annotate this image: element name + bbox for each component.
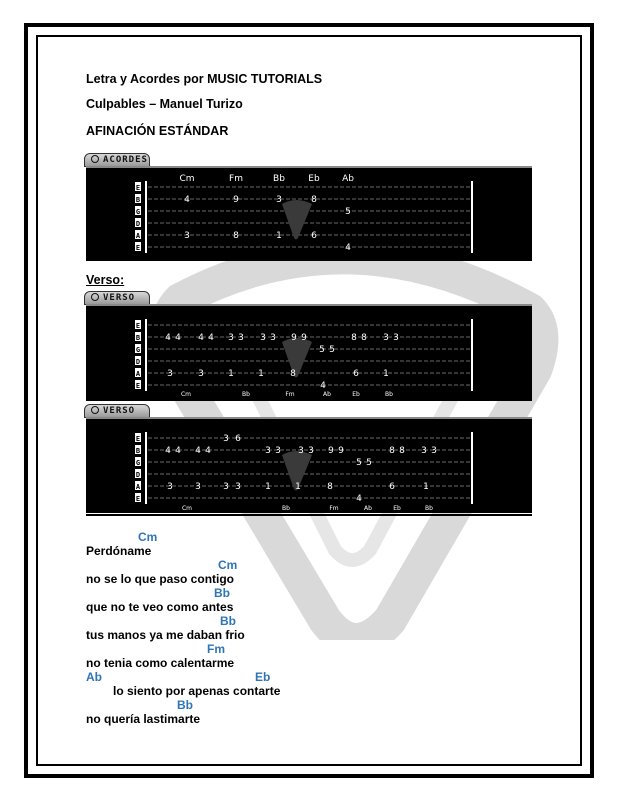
- fret-number: 3: [223, 482, 229, 492]
- fret-number: 8: [311, 195, 317, 205]
- fret-number: 6: [353, 369, 359, 379]
- lyric-chord: Bb: [214, 586, 230, 600]
- fret-number: 9: [328, 446, 334, 456]
- fret-number: 3: [260, 333, 266, 343]
- fret-number: 5: [356, 458, 362, 468]
- fret-number: 3: [276, 195, 282, 205]
- fret-number: 4: [320, 381, 326, 391]
- string-name: D: [135, 220, 141, 228]
- string-name: A: [135, 483, 141, 491]
- lyric-chord: Bb: [177, 698, 193, 712]
- verso1-tab-label: [84, 291, 150, 305]
- string-name: E: [135, 495, 141, 503]
- chord-name: Ab: [342, 174, 354, 184]
- fret-number: 8: [361, 333, 367, 343]
- pick-logo-icon: [282, 200, 312, 240]
- lyric-chord: Cm: [218, 558, 238, 572]
- verso2-label-text: VERSO: [103, 406, 136, 416]
- fret-number: 4: [208, 333, 214, 343]
- separator: [86, 399, 532, 401]
- fret-number: 4: [195, 446, 201, 456]
- circle-icon: [91, 406, 99, 414]
- fret-number: 8: [351, 333, 357, 343]
- lyric-chord: Fm: [207, 642, 225, 656]
- chord-name: Cm: [179, 174, 195, 184]
- chord-name: Ab: [364, 505, 372, 512]
- tuning-label: AFINACIÓN ESTÁNDAR: [86, 124, 229, 138]
- fret-number: 4: [345, 243, 351, 253]
- fret-number: 3: [167, 369, 173, 379]
- string-name: E: [135, 184, 141, 192]
- lyric-line: tus manos ya me daban frio: [86, 628, 245, 642]
- circle-icon: [91, 155, 99, 163]
- verso1-tab-box: [86, 304, 532, 399]
- lyric-chord: Ab: [86, 670, 102, 684]
- verso2-tab-box: [86, 417, 532, 513]
- string-name: D: [135, 471, 141, 479]
- fret-number: 4: [165, 446, 171, 456]
- chord-name: Eb: [308, 174, 320, 184]
- fret-number: 3: [275, 446, 281, 456]
- fret-number: 3: [198, 369, 204, 379]
- chord-name: Ab: [323, 391, 331, 398]
- string-name: D: [135, 358, 141, 366]
- fret-number: 1: [265, 482, 271, 492]
- string-name: E: [135, 322, 141, 330]
- string-name: B: [135, 196, 141, 204]
- fret-number: 4: [165, 333, 171, 343]
- fret-number: 6: [311, 231, 317, 241]
- acordes-label-text: ACORDES: [103, 155, 148, 165]
- chord-name: Cm: [181, 505, 193, 512]
- fret-number: 1: [295, 482, 301, 492]
- fret-number: 1: [228, 369, 234, 379]
- fret-number: 3: [298, 446, 304, 456]
- separator: [86, 514, 532, 516]
- fret-number: 8: [290, 369, 296, 379]
- acordes-tablature: [86, 168, 532, 261]
- fret-number: 9: [301, 333, 307, 343]
- fret-number: 3: [270, 333, 276, 343]
- chord-name: Bb: [425, 505, 433, 512]
- verso1-tablature: [86, 306, 532, 399]
- fret-number: 3: [195, 482, 201, 492]
- chord-name: Cm: [180, 391, 192, 398]
- chord-name: Fm: [229, 174, 243, 184]
- header-credit: Letra y Acordes por MUSIC TUTORIALS: [86, 72, 323, 86]
- string-name: E: [135, 244, 141, 252]
- fret-number: 1: [276, 231, 282, 241]
- string-name: E: [135, 382, 141, 390]
- fret-number: 9: [338, 446, 344, 456]
- string-name: G: [135, 459, 141, 467]
- acordes-tab-box: [86, 166, 532, 261]
- fret-number: 3: [421, 446, 427, 456]
- fret-number: 4: [198, 333, 204, 343]
- fret-number: 4: [356, 494, 362, 504]
- fret-number: 4: [175, 333, 181, 343]
- fret-number: 5: [319, 345, 325, 355]
- fret-number: 4: [205, 446, 211, 456]
- lyric-line: lo siento por apenas contarte: [113, 684, 281, 698]
- string-name: B: [135, 447, 141, 455]
- lyric-line: no quería lastimarte: [86, 712, 201, 726]
- chord-name: Bb: [242, 391, 250, 398]
- fret-number: 4: [175, 446, 181, 456]
- fret-number: 3: [167, 482, 173, 492]
- circle-icon: [91, 293, 99, 301]
- fret-number: 5: [345, 207, 351, 217]
- string-name: G: [135, 346, 141, 354]
- chord-name: Eb: [352, 391, 360, 398]
- lyric-chord: Bb: [220, 614, 236, 628]
- chord-name: Fm: [285, 391, 295, 398]
- lyric-line: Perdóname: [86, 544, 152, 558]
- verso2-tab-label: [84, 404, 150, 418]
- string-name: A: [135, 232, 141, 240]
- fret-number: 1: [258, 369, 264, 379]
- fret-number: 3: [393, 333, 399, 343]
- fret-number: 1: [423, 482, 429, 492]
- lyric-chord: Cm: [138, 530, 158, 544]
- string-name: G: [135, 208, 141, 216]
- fret-number: 4: [184, 195, 190, 205]
- chord-name: Fm: [329, 505, 339, 512]
- fret-number: 3: [228, 333, 234, 343]
- fret-number: 6: [235, 434, 241, 444]
- fret-number: 5: [329, 345, 335, 355]
- fret-number: 8: [233, 231, 239, 241]
- fret-number: 9: [291, 333, 297, 343]
- song-title: Culpables – Manuel Turizo: [86, 97, 243, 111]
- fret-number: 5: [366, 458, 372, 468]
- fret-number: 3: [184, 231, 190, 241]
- string-name: B: [135, 334, 141, 342]
- lyric-chord: Eb: [255, 670, 271, 684]
- fret-number: 8: [327, 482, 333, 492]
- fret-number: 6: [389, 482, 395, 492]
- lyric-line: que no te veo como antes: [86, 600, 234, 614]
- fret-number: 3: [383, 333, 389, 343]
- verso-heading: Verso:: [86, 273, 125, 287]
- fret-number: 3: [431, 446, 437, 456]
- fret-number: 8: [399, 446, 405, 456]
- lyric-line: no tenia como calentarme: [86, 656, 235, 670]
- fret-number: 9: [233, 195, 239, 205]
- verso1-label-text: VERSO: [103, 293, 136, 303]
- fret-number: 3: [235, 482, 241, 492]
- chord-name: Bb: [282, 505, 290, 512]
- string-name: A: [135, 370, 141, 378]
- pick-logo-icon: [282, 338, 312, 378]
- fret-number: 3: [265, 446, 271, 456]
- fret-number: 3: [238, 333, 244, 343]
- acordes-tab-label: [84, 153, 150, 167]
- fret-number: 1: [383, 369, 389, 379]
- chord-name: Bb: [385, 391, 393, 398]
- lyric-line: no se lo que paso contigo: [86, 572, 235, 586]
- chord-name: Bb: [273, 174, 285, 184]
- chord-name: Eb: [393, 505, 401, 512]
- string-name: E: [135, 435, 141, 443]
- fret-number: 3: [223, 434, 229, 444]
- fret-number: 8: [389, 446, 395, 456]
- verso2-tablature: [86, 419, 532, 513]
- fret-number: 3: [308, 446, 314, 456]
